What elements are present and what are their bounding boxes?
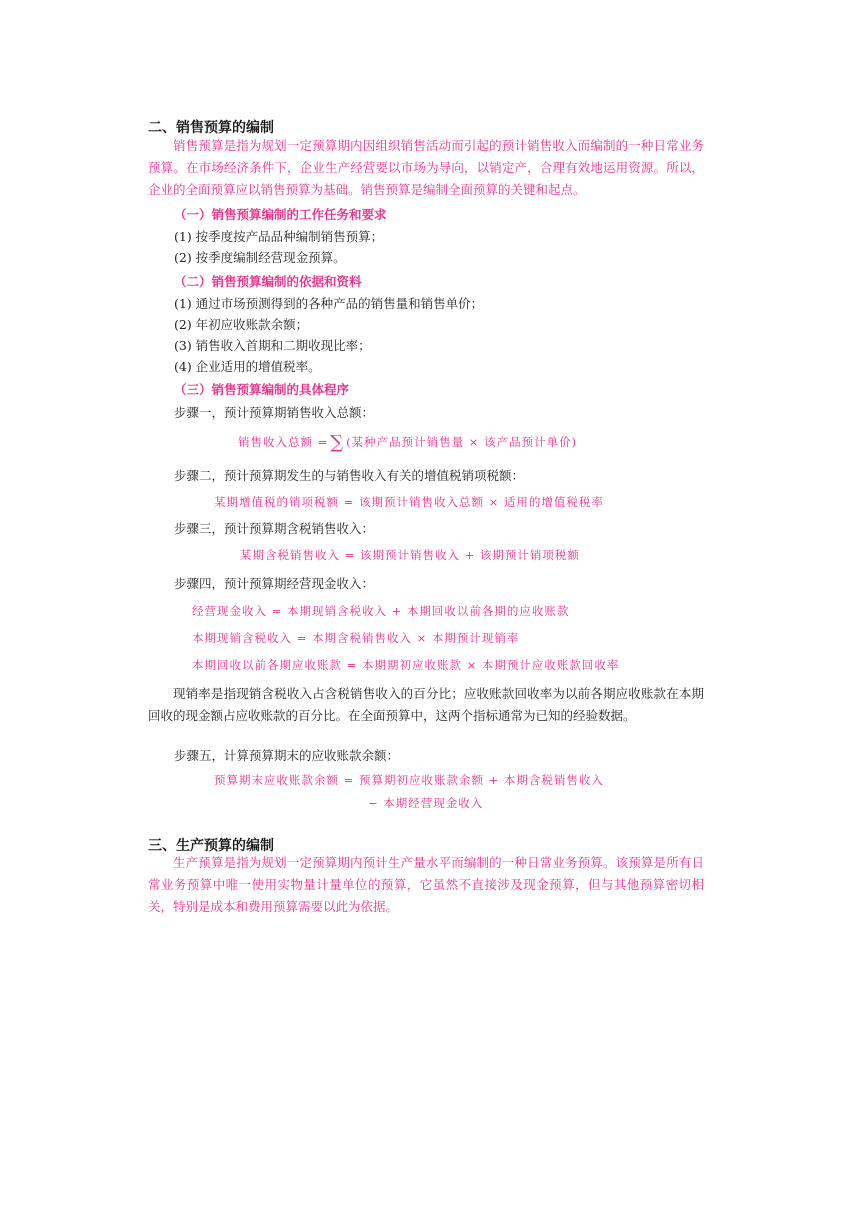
formula-right: (某种产品预计销售量 × 该产品预计单价): [346, 435, 578, 449]
section-heading-production-budget: 三、生产预算的编制: [148, 838, 274, 854]
step-two: 步骤二，预计预算期发生的与销售收入有关的增值税销项税额：: [174, 468, 525, 483]
sigma-symbol: ∑: [330, 432, 345, 453]
subheading-tasks: （一）销售预算编制的工作任务和要求: [174, 207, 387, 222]
formula-operating-cash: 经营现金收入 = 本期现销含税收入 + 本期回收以前各期的应收账款: [192, 604, 570, 618]
list-item: (1) 按季度按产品品种编制销售预算；: [174, 229, 384, 244]
step-one: 步骤一，预计预算期销售收入总额：: [174, 405, 375, 420]
formula-ending-receivables-cont: − 本期经营现金收入: [368, 796, 484, 810]
step-five: 步骤五，计算预算期末的应收账款余额：: [174, 748, 400, 763]
formula-tax-inclusive-sales: 某期含税销售收入 = 该期预计销售收入 + 该期预计销项税额: [240, 548, 580, 562]
formula-left: 销售收入总额 =: [238, 435, 329, 449]
formula-ending-receivables: 预算期末应收账款余额 = 预算期初应收账款余额 + 本期含税销售收入: [214, 773, 604, 787]
list-item: (2) 按季度编制经营现金预算。: [174, 250, 346, 265]
formula-receivables-collected: 本期回收以前各期应收账款 = 本期期初应收账款 × 本期预计应收账款回收率: [192, 658, 620, 672]
section-heading-sales-budget: 二、销售预算的编制: [148, 120, 274, 136]
sales-budget-intro: 销售预算是指为规划一定预算期内因组织销售活动而引起的预计销售收入而编制的一种日常业务预算。在市场经济条件下，企业生产经营要以市场为导向，以销定产，合理有效地运用资源。所以，企业的全面预算应以销售预算为基础。销售预算是编制全面预算的关键和起点。: [148, 138, 704, 197]
list-item: (1) 通过市场预测得到的各种产品的销售量和销售单价；: [174, 296, 484, 311]
list-item: (3) 销售收入首期和二期收现比率；: [174, 338, 371, 353]
step-four: 步骤四，预计预算期经营现金收入：: [174, 576, 375, 591]
subheading-basis: （二）销售预算编制的依据和资料: [174, 274, 362, 289]
production-budget-intro: 生产预算是指为规划一定预算期内预计生产量水平而编制的一种日常业务预算。该预算是所有日常业务预算中唯一使用实物量计量单位的预算，它虽然不直接涉及现金预算，但与其他预算密切相关，特别是成本和费用预算需要以此为依据。: [148, 855, 704, 914]
list-item: (2) 年初应收账款余额；: [174, 317, 309, 332]
step-three: 步骤三，预计预算期含税销售收入：: [174, 521, 375, 536]
formula-cash-sales: 本期现销含税收入 = 本期含税销售收入 × 本期预计现销率: [192, 631, 520, 645]
subheading-procedure: （三）销售预算编制的具体程序: [174, 382, 350, 397]
formula-sales-total: [238, 432, 577, 453]
formula-output-vat: 某期增值税的销项税额 = 该期预计销售收入总额 × 适用的增值税税率: [214, 495, 604, 509]
ratio-note: 现销率是指现销含税收入占含税销售收入的百分比；应收账款回收率为以前各期应收账款在本期回收的现金额占应收账款的百分比。在全面预算中，这两个指标通常为已知的经验数据。: [148, 686, 704, 723]
list-item: (4) 企业适用的增值税率。: [174, 359, 321, 374]
